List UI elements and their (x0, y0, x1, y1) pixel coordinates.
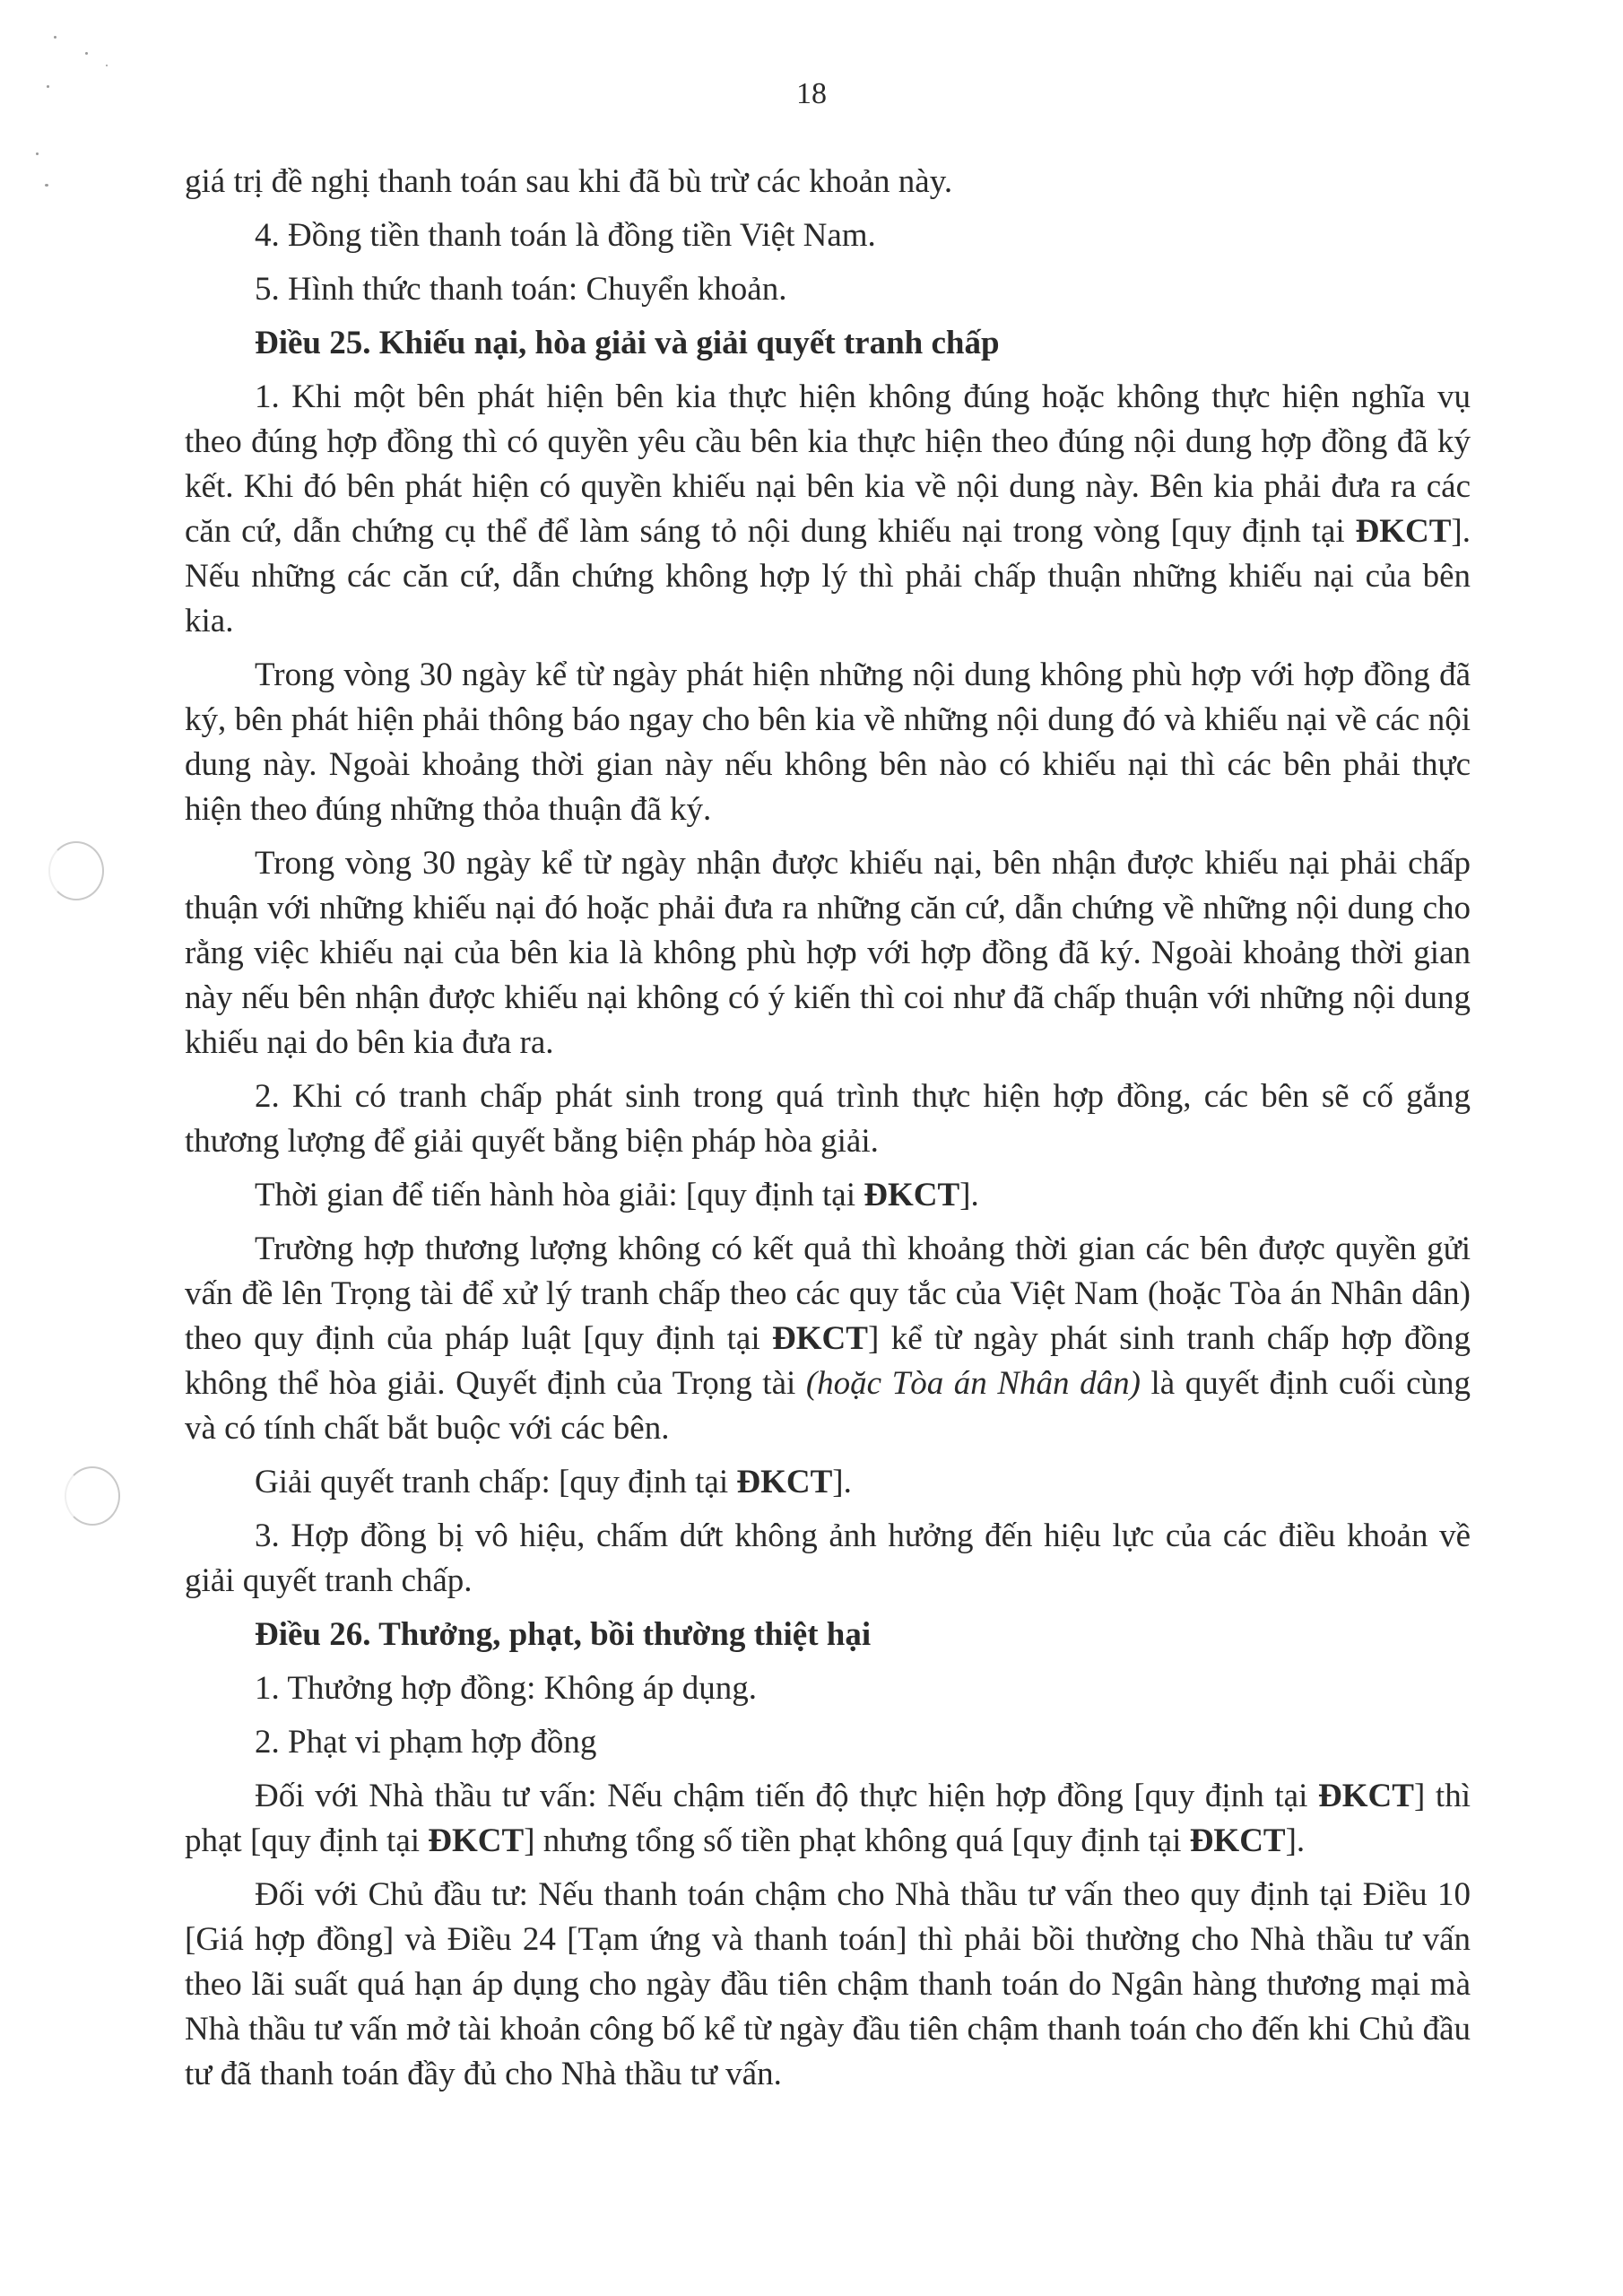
text-run: Thời gian để tiến hành hòa giải: [quy định tại (255, 1177, 864, 1213)
text-run: ] nhưng tổng số tiền phạt không quá [quy định tại (524, 1822, 1190, 1859)
italic-text-run: (hoặc Tòa án Nhân dân) (805, 1365, 1141, 1402)
paragraph: giá trị đề nghị thanh toán sau khi đã bù trừ các khoản này. (185, 163, 953, 200)
dkct-term: ĐKCT (1189, 1822, 1286, 1859)
text-run: Giải quyết tranh chấp: [quy định tại (255, 1464, 737, 1500)
text-run: ]. (959, 1177, 979, 1213)
scan-speck (36, 152, 39, 155)
punch-hole (48, 841, 104, 900)
paragraph: 3. Hợp đồng bị vô hiệu, chấm dứt không ảnh hưởng đến hiệu lực của các điều khoản về giải quyết tranh chấp. (185, 1518, 1471, 1599)
dkct-term: ĐKCT (428, 1822, 525, 1859)
paragraph (185, 375, 1471, 644)
paragraph: 1. Thưởng hợp đồng: Không áp dụng. (255, 1670, 758, 1707)
text-run: Trường hợp thương lượng không có kết quả thì khoảng thời gian các bên được quyền gửi vấn đề lên Trọng tài để xử lý tranh chấp theo các quy tắc của Việt Nam (hoặc Tòa án Nhân dân) theo quy định của pháp luật [quy định tại (185, 1231, 1471, 1357)
text-run: ] kể từ ngày phát sinh tranh chấp hợp đồng không thể hòa giải. Quyết định của Trọng tài (185, 1320, 1471, 1402)
paragraph: Đối với Chủ đầu tư: Nếu thanh toán chậm cho Nhà thầu tư vấn theo quy định tại Điều 10 [Giá hợp đồng] và Điều 24 [Tạm ứng và thanh toán] thì phải bồi thường cho Nhà thầu tư vấn theo lãi suất quá hạn áp dụng cho ngày đầu tiên chậm thanh toán do Ngân hàng thương mại mà Nhà thầu tư vấn mở tài khoản công bố kể từ ngày đầu tiên chậm thanh toán cho đến khi Chủ đầu tư đã thanh toán đầy đủ cho Nhà thầu tư vấn. (185, 1876, 1471, 2092)
text-run: ]. (1285, 1822, 1306, 1859)
text-run: ] thì phạt [quy định tại (185, 1778, 1471, 1859)
text-run: ]. Nếu những các căn cứ, dẫn chứng không hợp lý thì phải chấp thuận những khiếu nại của bên kia. (185, 513, 1471, 639)
dkct-term: ĐKCT (1318, 1778, 1414, 1814)
paragraph (185, 1460, 1471, 1505)
article-26-heading: Điều 26. Thưởng, phạt, bồi thường thiệt hại (255, 1616, 872, 1653)
scan-speck (85, 52, 88, 55)
paragraph: 2. Phạt vi phạm hợp đồng (255, 1724, 597, 1761)
document-body (185, 160, 1471, 2106)
text-run: Đối với Nhà thầu tư vấn: Nếu chậm tiến độ thực hiện hợp đồng [quy định tại (255, 1778, 1319, 1814)
dkct-term: ĐKCT (772, 1320, 868, 1357)
text-run: 1. Khi một bên phát hiện bên kia thực hiện không đúng hoặc không thực hiện nghĩa vụ theo đúng hợp đồng thì có quyền yêu cầu bên kia thực hiện theo đúng nội dung hợp đồng đã ký kết. Khi đó bên phát hiện có quyền khiếu nại bên kia về nội dung này. Bên kia phải đưa ra các căn cứ, dẫn chứng cụ thể để làm sáng tỏ nội dung khiếu nại trong vòng [quy định tại (185, 378, 1471, 550)
paragraph: 5. Hình thức thanh toán: Chuyển khoản. (255, 271, 787, 308)
page-number: 18 (796, 77, 827, 110)
dkct-term: ĐKCT (1355, 513, 1452, 550)
paragraph: Trong vòng 30 ngày kể từ ngày phát hiện những nội dung không phù hợp với hợp đồng đã ký, bên phát hiện phải thông báo ngay cho bên kia về những nội dung đó và khiếu nại về các nội dung này. Ngoài khoảng thời gian này nếu không bên nào có khiếu nại thì các bên phải thực hiện theo đúng những thỏa thuận đã ký. (185, 657, 1471, 828)
scan-speck (45, 184, 48, 187)
paragraph: Trong vòng 30 ngày kể từ ngày nhận được khiếu nại, bên nhận được khiếu nại phải chấp thuận với những khiếu nại đó hoặc phải đưa ra những căn cứ, dẫn chứng về những nội dung cho rằng việc khiếu nại của bên kia là không phù hợp với hợp đồng đã ký. Ngoài khoảng thời gian này nếu bên nhận được khiếu nại không có ý kiến thì coi như đã chấp thuận với những nội dung khiếu nại do bên kia đưa ra. (185, 845, 1471, 1061)
paragraph (185, 1227, 1471, 1451)
scan-speck (54, 36, 56, 39)
paragraph (185, 1173, 1471, 1218)
scan-speck (106, 65, 108, 66)
text-run: là quyết định cuối cùng và có tính chất bắt buộc với các bên. (185, 1365, 1471, 1447)
paragraph: 2. Khi có tranh chấp phát sinh trong quá trình thực hiện hợp đồng, các bên sẽ cố gắng thương lượng để giải quyết bằng biện pháp hòa giải. (185, 1078, 1471, 1160)
paragraph: 4. Đồng tiền thanh toán là đồng tiền Việt Nam. (255, 217, 876, 254)
article-25-heading: Điều 25. Khiếu nại, hòa giải và giải quyết tranh chấp (255, 325, 1000, 361)
dkct-term: ĐKCT (864, 1177, 960, 1213)
punch-hole (65, 1466, 120, 1526)
text-run: ]. (832, 1464, 852, 1500)
dkct-term: ĐKCT (736, 1464, 833, 1500)
paragraph (185, 1774, 1471, 1864)
